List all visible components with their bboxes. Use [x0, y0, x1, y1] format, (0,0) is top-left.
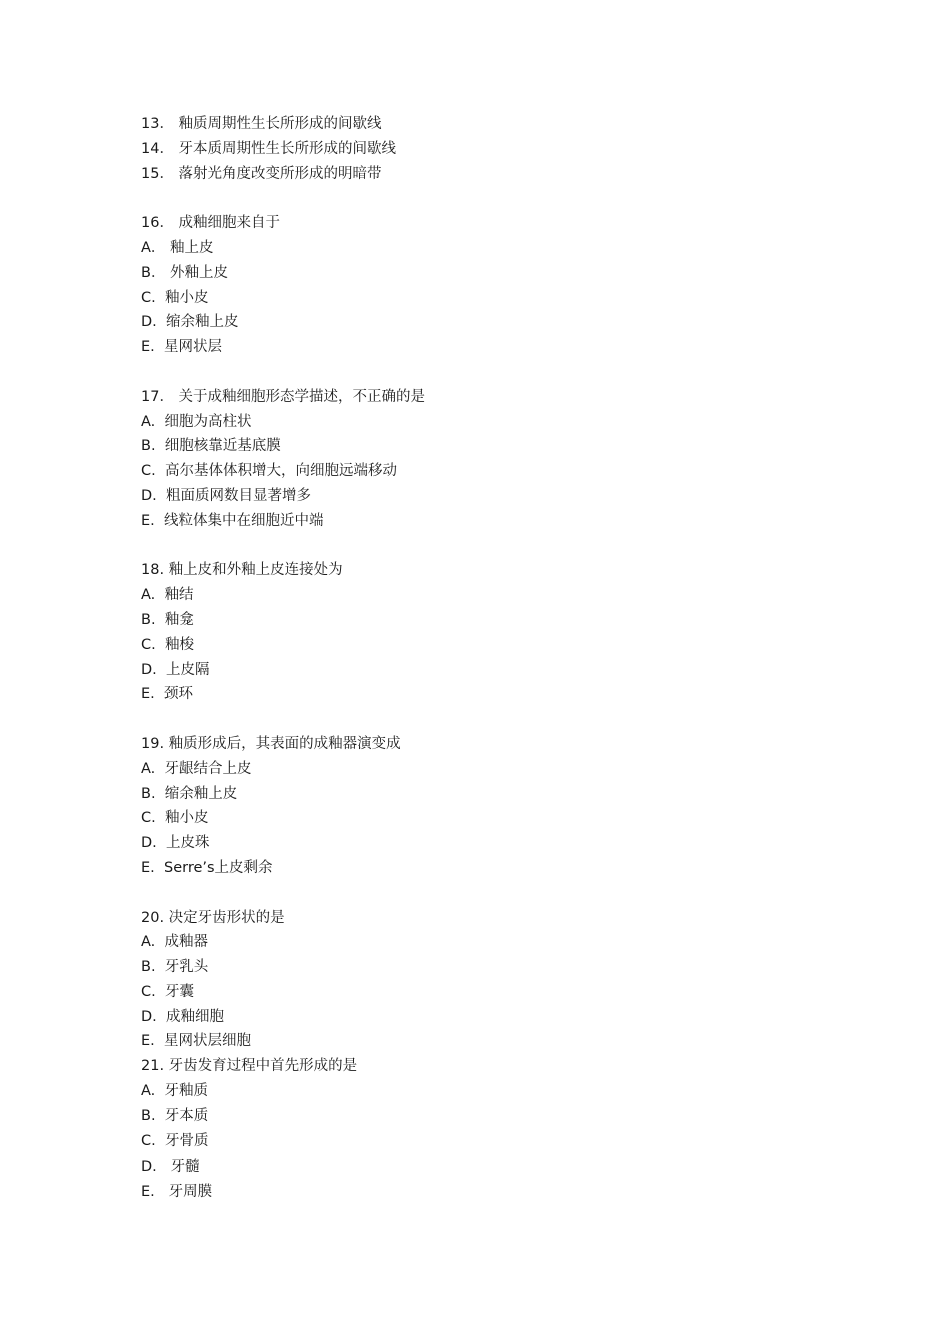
question-text: 17． 关于成釉细胞形态学描述，不正确的是: [141, 388, 426, 405]
answer-option: D. 牙髓: [141, 1159, 200, 1176]
question-list: [141, 112, 841, 1205]
answer-option: B. 釉龛: [141, 611, 194, 628]
answer-option: C. 牙骨质: [141, 1132, 209, 1149]
answer-option: C. 釉小皮: [141, 810, 209, 827]
answer-option: 14． 牙本质周期性生长所形成的间歇线: [141, 140, 397, 157]
question-18: [141, 558, 841, 707]
answer-option: E. Serre’s上皮剩余: [141, 859, 273, 876]
answer-option: E. 颈环: [141, 686, 193, 703]
answer-option: C. 釉小皮: [141, 289, 209, 306]
answer-option: B. 缩余釉上皮: [141, 785, 238, 802]
answer-option: D. 成釉细胞: [141, 1008, 224, 1025]
question-text: 20. 决定牙齿形状的是: [141, 909, 285, 926]
answer-option: B. 牙本质: [141, 1107, 209, 1124]
answer-option: A. 牙釉质: [141, 1083, 208, 1100]
question-16: [141, 211, 841, 360]
answer-option: A. 牙龈结合上皮: [141, 760, 252, 777]
question-21: [141, 1054, 841, 1205]
answer-option: B. 细胞核靠近基底膜: [141, 438, 281, 455]
answer-option: D. 上皮隔: [141, 661, 210, 678]
answer-option: A. 细胞为高柱状: [141, 413, 252, 430]
answer-option: A. 成釉器: [141, 934, 208, 951]
answer-option: C. 釉梭: [141, 636, 194, 653]
answer-option: 13． 釉质周期性生长所形成的间歇线: [141, 116, 382, 132]
answer-option: A． 釉上皮: [141, 239, 214, 256]
question-19: [141, 732, 841, 881]
answer-option: B． 外釉上皮: [141, 264, 229, 281]
answer-option: E. 线粒体集中在细胞近中端: [141, 512, 324, 529]
question-text: 21. 牙齿发育过程中首先形成的是: [141, 1058, 358, 1075]
question-text: 18. 釉上皮和外釉上皮连接处为: [141, 562, 343, 579]
answer-option: E. 牙周膜: [141, 1184, 213, 1201]
answer-option: E. 星网状层细胞: [141, 1033, 251, 1050]
answer-option: C. 牙囊: [141, 983, 194, 1000]
question-text: 19. 釉质形成后，其表面的成釉器演变成: [141, 735, 401, 752]
answer-option: 15． 落射光角度改变所形成的明暗带: [141, 165, 382, 182]
answer-option: D. 粗面质网数目显著增多: [141, 487, 311, 504]
answer-option: C. 高尔基体体积增大，向细胞远端移动: [141, 463, 397, 480]
answer-option: D. 上皮珠: [141, 835, 210, 852]
answer-option: A. 釉结: [141, 587, 194, 604]
answer-option: B. 牙乳头: [141, 959, 209, 976]
answer-option: D. 缩余釉上皮: [141, 314, 239, 331]
question-17: [141, 385, 841, 534]
question-20: [141, 906, 841, 1055]
question-text: 16． 成釉细胞来自于: [141, 215, 281, 232]
answer-option: E. 星网状层: [141, 339, 222, 356]
